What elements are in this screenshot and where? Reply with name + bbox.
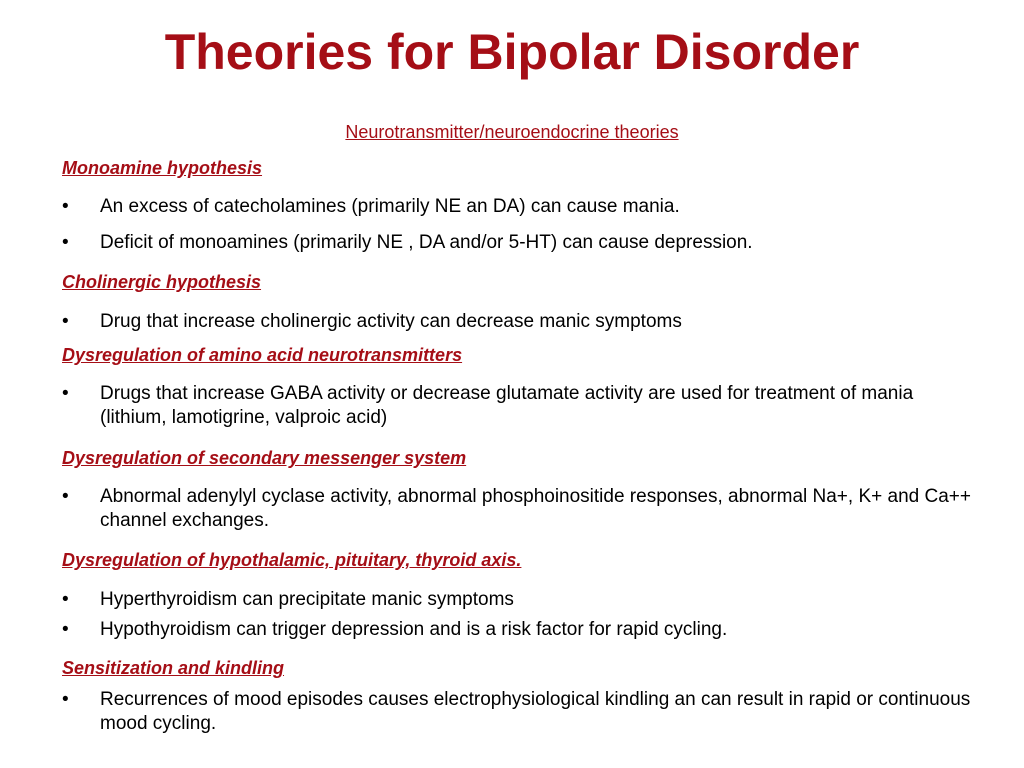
bullet-icon: • <box>62 589 69 610</box>
bullet-item <box>62 382 972 430</box>
section-heading-secondary-messenger: Dysregulation of secondary messenger system <box>62 448 467 468</box>
bullet-item <box>62 231 972 255</box>
section-heading-amino-acid: Dysregulation of amino acid neurotransmitters <box>62 345 463 365</box>
bullet-text: Hyperthyroidism can precipitate manic symptoms <box>100 589 514 610</box>
bullet-icon: • <box>62 311 69 332</box>
bullet-text: An excess of catecholamines (primarily NE an DA) can cause mania. <box>100 196 680 217</box>
bullet-item <box>62 688 972 736</box>
bullet-item <box>62 618 972 642</box>
section-heading-cholinergic: Cholinergic hypothesis <box>62 272 262 292</box>
slide-subtitle: Neurotransmitter/neuroendocrine theories <box>345 122 679 142</box>
bullet-text: Deficit of monoamines (primarily NE , DA and/or 5-HT) can cause depression. <box>100 232 753 253</box>
bullet-text: Drugs that increase GABA activity or decrease glutamate activity are used for treatment of mania (lithium, lamotigrine, valproic acid) <box>100 383 914 428</box>
section-heading-thyroid-axis: Dysregulation of hypothalamic, pituitary, thyroid axis. <box>62 550 522 570</box>
bullet-item <box>62 588 972 612</box>
bullet-text: Abnormal adenylyl cyclase activity, abnormal phosphoinositide responses, abnormal Na+, K+ and Ca++ channel exchanges. <box>100 486 971 531</box>
slide-title: Theories for Bipolar Disorder <box>164 24 860 80</box>
bullet-text: Recurrences of mood episodes causes electrophysiological kindling an can result in rapid or continuous mood cycling. <box>100 689 971 734</box>
section-heading-monoamine: Monoamine hypothesis <box>62 158 263 178</box>
bullet-item <box>62 195 972 219</box>
bullet-icon: • <box>62 232 69 253</box>
bullet-icon: • <box>62 619 69 640</box>
bullet-icon: • <box>62 383 69 404</box>
bullet-icon: • <box>62 689 69 710</box>
bullet-text: Drug that increase cholinergic activity can decrease manic symptoms <box>100 311 682 332</box>
bullet-item <box>62 310 972 334</box>
bullet-icon: • <box>62 196 69 217</box>
section-heading-kindling: Sensitization and kindling <box>62 658 285 678</box>
bullet-icon: • <box>62 486 69 507</box>
bullet-text: Hypothyroidism can trigger depression and is a risk factor for rapid cycling. <box>100 619 728 640</box>
bullet-item <box>62 485 972 533</box>
